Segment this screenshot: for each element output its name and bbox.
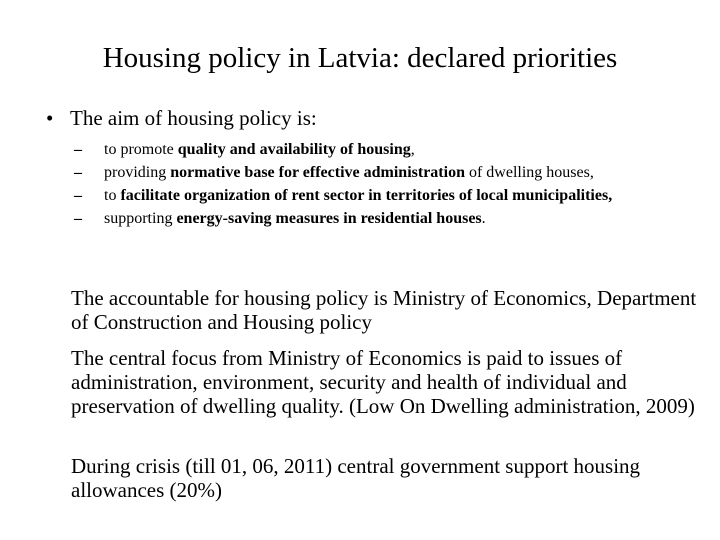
crisis-paragraph: During crisis (till 01, 06, 2011) central government support housing allowances (20%) — [71, 454, 641, 502]
aim-item — [74, 207, 694, 230]
dash-marker: – — [74, 141, 82, 158]
aim-text-pre: to — [104, 187, 121, 204]
aim-text-bold: normative base for effective administration — [170, 164, 465, 181]
aims-list — [74, 138, 694, 230]
aim-item — [74, 161, 694, 184]
dash-marker: – — [74, 164, 82, 181]
dash-marker: – — [74, 187, 82, 204]
aim-intro: The aim of housing policy is: — [70, 106, 317, 130]
bullet-marker: • — [46, 106, 54, 130]
aim-text-bold: facilitate organization of rent sector in territories of local municipalities, — [120, 187, 613, 204]
aim-bullet — [46, 104, 317, 132]
ministry-paragraph: The accountable for housing policy is Ministry of Economics, Department of Construction and Housing policy — [71, 286, 697, 334]
aim-item — [74, 184, 694, 207]
aim-text-post: . — [481, 210, 486, 227]
aim-item — [74, 138, 694, 161]
aim-text-bold: quality and availability of housing — [177, 141, 411, 158]
aim-text-post: , — [410, 141, 415, 158]
aim-text-post: of dwelling houses, — [464, 164, 594, 181]
slide-title: Housing policy in Latvia: declared priorities — [102, 42, 618, 74]
aim-text-pre: supporting — [104, 210, 177, 227]
dash-marker: – — [74, 210, 82, 227]
aim-text-pre: providing — [104, 164, 171, 181]
focus-paragraph: The central focus from Ministry of Economics is paid to issues of administration, environment, security and health of individual and preservation of dwelling quality. (Low On Dwelling administration, 2009) — [71, 346, 695, 418]
aim-text-bold: energy-saving measures in residential houses — [176, 210, 482, 227]
aim-text-pre: to promote — [104, 141, 178, 158]
